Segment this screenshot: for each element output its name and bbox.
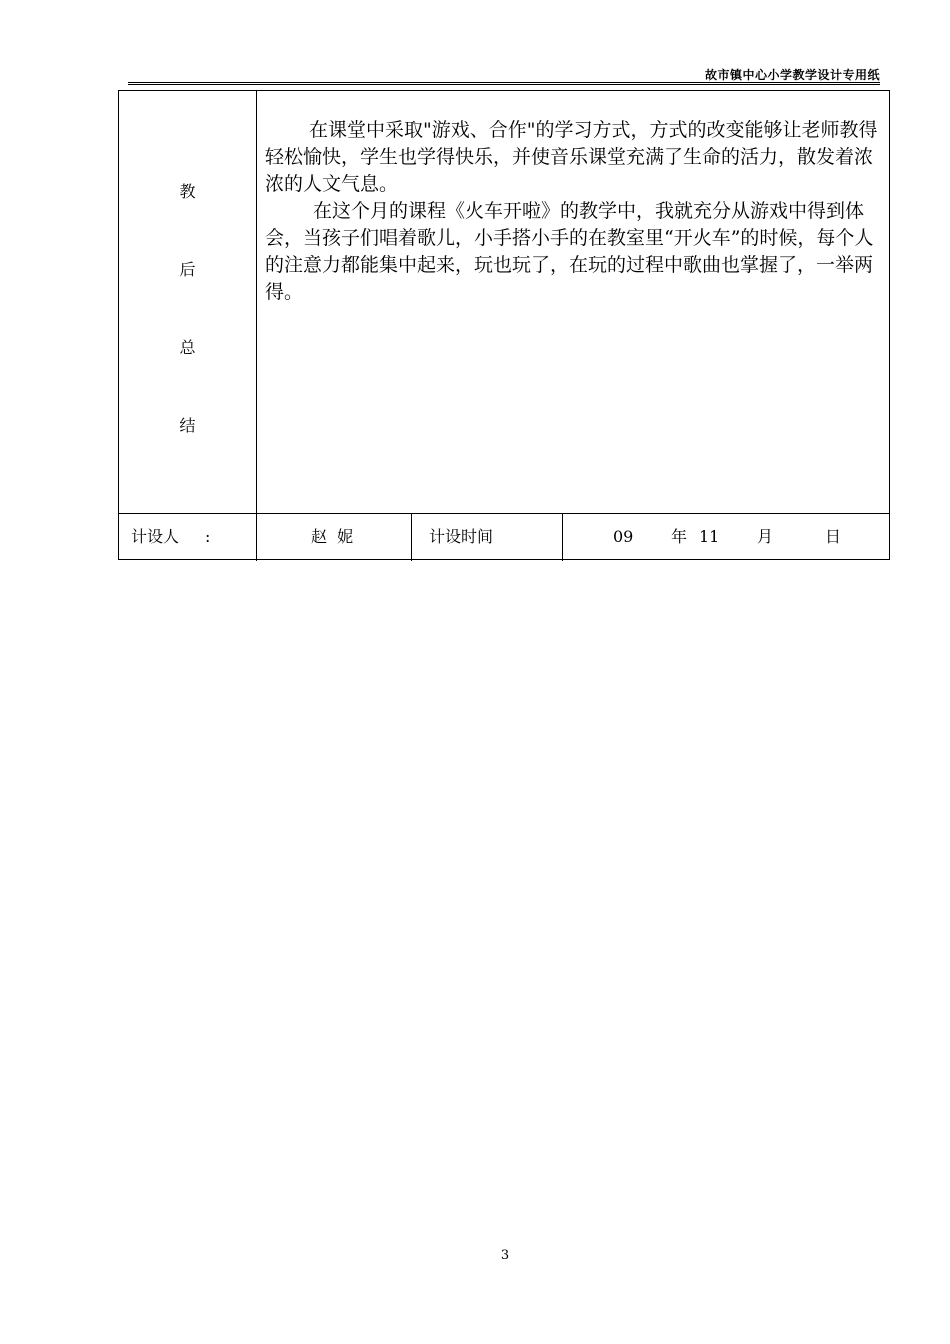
table-divider-footer (119, 513, 889, 514)
designer-label: 计设人 (131, 527, 180, 546)
month-unit: 月 (757, 527, 774, 546)
side-label-char: 结 (179, 416, 196, 435)
date-month: 11 (699, 527, 720, 546)
side-label (119, 91, 256, 513)
side-label-char: 总 (179, 338, 196, 357)
header-title: 故市镇中心小学教学设计专用纸 (704, 68, 880, 82)
designer-colon: : (205, 527, 211, 546)
summary-paragraph: 在课堂中采取"游戏、合作"的学习方式，方式的改变能够让老师教得轻松愉快，学生也学得快乐，并使音乐课堂充满了生命的活力，散发着浓浓的人文气息。 (265, 119, 878, 195)
design-time-label: 计设时间 (429, 527, 494, 546)
table-divider-mid1 (411, 513, 412, 561)
table-divider-left (256, 91, 257, 561)
day-unit: 日 (825, 527, 842, 546)
summary-paragraph: 在这个月的课程《火车开啦》的教学中，我就充分从游戏中得到体会，当孩子们唱着歌儿，小手搭小手的在教室里“开火车”的时候，每个人的注意力都能集中起来，玩也玩了，在玩的过程中歌曲也掌握了，一举两得。 (265, 200, 874, 303)
page-number: 3 (500, 1248, 510, 1263)
year-unit: 年 (671, 527, 688, 546)
side-label-char: 后 (179, 260, 196, 279)
header-rule (128, 82, 880, 85)
date-year: 09 (613, 527, 634, 546)
summary-table (118, 90, 890, 560)
table-divider-mid2 (562, 513, 563, 561)
side-label-char: 教 (179, 182, 196, 201)
summary-content (265, 117, 885, 306)
designer-name: 赵 妮 (311, 527, 354, 546)
